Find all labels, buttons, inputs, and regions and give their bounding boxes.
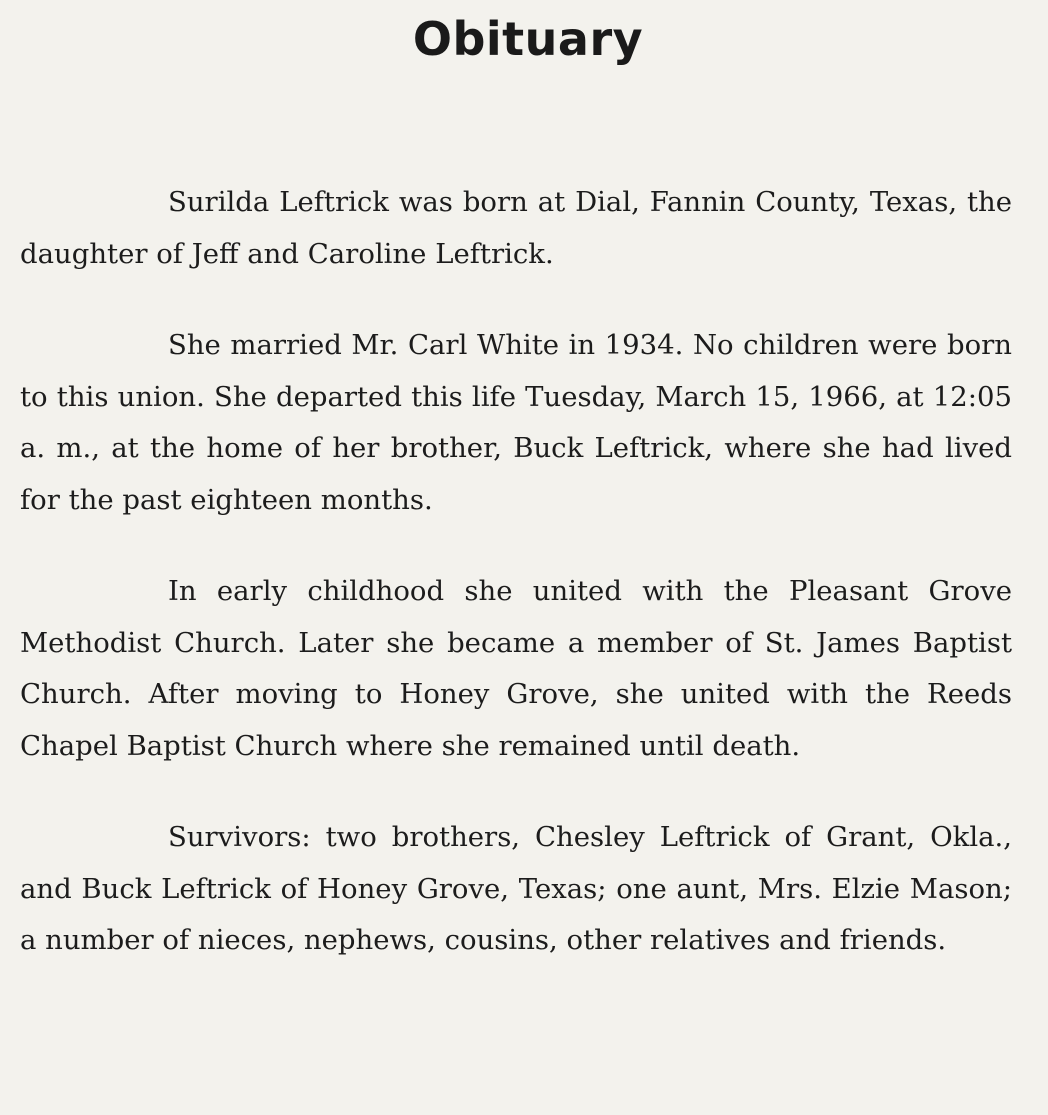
page-title: Obituary xyxy=(412,12,644,66)
obituary-body xyxy=(20,177,1012,967)
paragraph-church: In early childhood she united with the Pleasant Grove Methodist Church. Later she became a member of St. James Baptist Church. After moving to Honey Grove, she united with the Reeds Chapel Baptist Church where she remained until death. xyxy=(20,575,1012,762)
paragraph-birth: Surilda Leftrick was born at Dial, Fannin County, Texas, the daughter of Jeff and Caroline Leftrick. xyxy=(20,186,1012,270)
paragraph-survivors: Survivors: two brothers, Chesley Leftrick of Grant, Okla., and Buck Leftrick of Honey Grove, Texas; one aunt, Mrs. Elzie Mason; a number of nieces, nephews, cousins, other relatives and friends. xyxy=(20,821,1012,956)
paragraph-marriage-death: She married Mr. Carl White in 1934. No children were born to this union. She departed this life Tuesday, March 15, 1966, at 12:05 a. m., at the home of her brother, Buck Leftrick, where she had lived for the past eighteen months. xyxy=(20,329,1012,516)
